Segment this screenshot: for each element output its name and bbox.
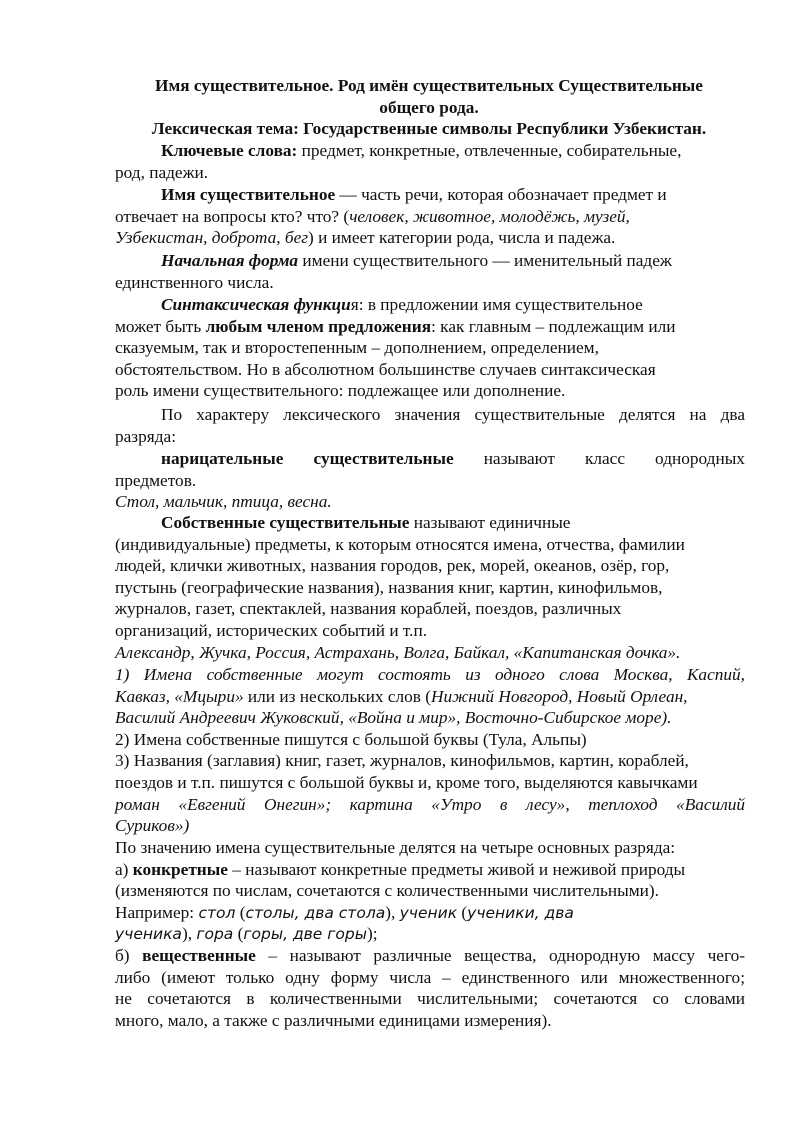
definition-text: ) и имеет категории рода, числа и падежа. <box>308 228 616 248</box>
categories-intro <box>115 404 745 447</box>
syntactic-text: может быть <box>115 316 206 336</box>
meaning-a-text: – называют конкретные предметы живой и неживой природы <box>227 859 686 879</box>
meaning-b-prefix: б) <box>115 945 143 965</box>
proper-text: пустынь (географические названия), названия книг, картин, кинофильмов, <box>115 577 663 597</box>
meaning-a-prefix: а) <box>115 859 133 879</box>
punct: ); <box>366 924 378 944</box>
keywords-text: предмет, конкретные, отвлеченные, собирательные, <box>297 141 682 160</box>
rule-1-ex: Кавказ, «Мцыри» <box>115 686 244 706</box>
syntactic-text: я: в предложении имя существительное <box>350 295 643 314</box>
punct: ( <box>457 902 468 922</box>
categories-intro-text: По характеру лексического значения существительные делятся на два <box>161 405 745 424</box>
definition-paragraph <box>115 184 745 249</box>
common-term-1: нарицательные <box>161 449 284 468</box>
title <box>115 75 743 140</box>
rule-3-ex: Суриков») <box>115 816 190 836</box>
initial-form-term: Начальная форма <box>161 251 299 270</box>
meaning-intro: По значению имена существительные делятся на четыре основных разряда: <box>115 838 676 857</box>
definition-examples: человек, животное, молодёжь, музей, <box>349 206 630 226</box>
definition-text: — часть речи, которая обозначает предмет и <box>335 185 667 204</box>
rule-3-ex: теплоход «Василий <box>588 794 746 814</box>
definition-term: Имя существительное <box>161 185 336 204</box>
proper-text: журналов, газет, спектаклей, названия кораблей, поездов, различных <box>115 599 622 619</box>
syntactic-text: : как главным – подлежащим или <box>431 316 676 336</box>
rule-3-ex: роман «Евгений Онегин»; картина «Утро в лесу» <box>115 794 566 814</box>
common-text-3: однородных <box>655 449 745 468</box>
punct: ( <box>233 924 244 944</box>
meaning-a-word: столы, два стола <box>245 903 386 922</box>
rule-1-ex: Нижний Новгород, Новый Орлеан, <box>431 686 688 706</box>
meaning-b-text: не сочетаются в количественными числительными; сочетаются со словами <box>115 989 745 1009</box>
syntactic-text: обстоятельством. Но в абсолютном большинстве случаев синтаксическая <box>115 359 656 379</box>
meaning-a-example-label: Например: <box>115 902 199 922</box>
definition-text: отвечает на вопросы кто? что? ( <box>115 206 350 226</box>
keywords-label: Ключевые слова: <box>161 141 298 160</box>
meaning-a-word: ученик <box>399 903 458 922</box>
keywords-paragraph <box>115 140 745 183</box>
punct: ), <box>385 902 400 922</box>
meaning-b-text: много, мало, а также с различными единицами измерения). <box>115 1010 552 1030</box>
proper-text: (индивидуальные) предметы, к которым относятся имена, отчества, фамилии <box>115 534 685 554</box>
initial-form-text-cont: единственного числа. <box>115 272 274 292</box>
title-line-1: Имя существительное. Род имён существительных Существительные <box>155 76 703 95</box>
syntactic-paragraph <box>115 294 745 402</box>
common-term-2: существительные <box>313 449 454 468</box>
common-text-2: класс <box>584 449 625 468</box>
meaning-a-word: ученика <box>115 925 182 944</box>
meaning-a-word: гора <box>196 925 234 944</box>
rule-1-ex: Василий Андреевич Жуковский, «Война и мир», Восточно-Сибирское море). <box>115 708 672 728</box>
syntactic-text: сказуемым, так и второстепенным – дополнением, определением, <box>115 338 599 358</box>
rule-3: поездов и т.п. пишутся с большой буквы и, кроме того, выделяются кавычками <box>115 772 698 792</box>
meaning-section <box>115 837 745 1031</box>
meaning-b-text: либо (имеют только одну форму числа – единственного или множественного; <box>115 967 745 987</box>
title-line-3: Лексическая тема: Государственные символы Республики Узбекистан. <box>151 119 707 139</box>
rules-list <box>115 664 745 837</box>
proper-text: организаций, исторических событий и т.п. <box>115 620 428 640</box>
keywords-text-cont: род, падежи. <box>115 162 209 182</box>
meaning-a-text: (изменяются по числам, сочетаются с количественными числительными). <box>115 881 659 901</box>
categories-intro-text: разряда: <box>115 426 176 446</box>
rule-1: 1) Имена собственные могут состоять из одного слова Москва, Каспий, <box>115 665 745 684</box>
syntactic-text: роль имени существительного: подлежащее или дополнение. <box>115 381 566 401</box>
title-line-2: общего рода. <box>379 97 479 117</box>
meaning-a-word: стол <box>198 903 236 922</box>
syntactic-bold: любым членом предложения <box>205 316 432 336</box>
meaning-a-term: конкретные <box>132 859 228 879</box>
common-text-1: называют <box>483 449 555 468</box>
common-text: предметов. <box>115 470 197 490</box>
rule-3-sep: , <box>565 794 589 814</box>
common-nouns-paragraph <box>115 448 745 513</box>
syntactic-term: Синтаксическая функци <box>161 295 351 314</box>
rule-2: 2) Имена собственные пишутся с большой буквы (Тула, Альпы) <box>115 729 587 749</box>
common-examples: Стол, мальчик, птица, весна. <box>115 492 332 512</box>
proper-text: называют единичные <box>409 513 571 532</box>
meaning-a-word: ученики, два <box>467 903 574 922</box>
punct: ), <box>181 924 197 944</box>
proper-text: людей, клички животных, названия городов, рек, морей, океанов, озёр, гор, <box>115 556 670 576</box>
proper-nouns-paragraph <box>115 512 745 663</box>
initial-form-text: имени существительного — именительный падеж <box>298 251 672 270</box>
definition-examples: Узбекистан, доброта, бег <box>115 228 309 248</box>
meaning-b-text: – называют различные вещества, однородную массу чего- <box>255 945 745 965</box>
meaning-b-term: вещественные <box>142 945 256 965</box>
rule-3: 3) Названия (заглавия) книг, газет, журналов, кинофильмов, картин, кораблей, <box>115 751 689 771</box>
rule-1-text: или из нескольких слов ( <box>243 686 431 706</box>
proper-term: Собственные существительные <box>161 513 410 532</box>
meaning-a-word: горы, две горы <box>243 925 367 944</box>
initial-form-paragraph <box>115 250 745 293</box>
punct: ( <box>235 902 246 922</box>
proper-examples: Александр, Жучка, Россия, Астрахань, Волга, Байкал, «Капитанская дочка». <box>115 642 681 662</box>
